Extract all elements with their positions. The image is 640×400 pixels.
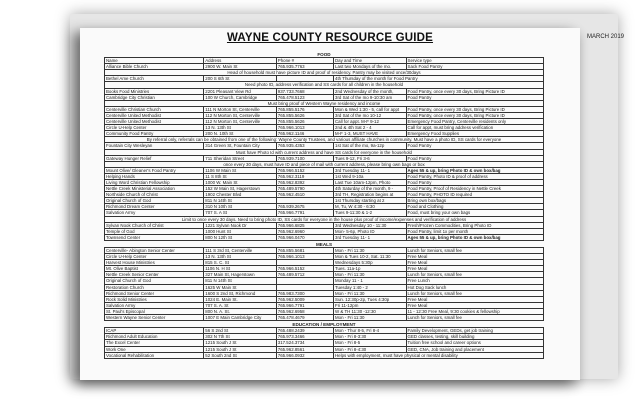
cell-name: Books Food Ministries — [105, 88, 204, 94]
cell-service: Food Pantry, Photo ID & proof of address — [406, 173, 543, 179]
cell-address: 811 N 14th St — [204, 198, 277, 204]
cell-phone: 765.489.5790 — [276, 186, 333, 192]
cell-time: 3rd Tuesday 11- 1 — [334, 167, 407, 173]
cell-service: Lunch for Seniors, small fee — [406, 272, 543, 278]
cell-service: Free Meal — [406, 260, 543, 266]
cell-name: Harvest House Ministries — [105, 260, 204, 266]
cell-time: 1st Sat of the mo, 9a-12p — [334, 143, 407, 149]
cell-time: 2nd & 4th Sat 2 - 4 — [334, 125, 407, 131]
cell-service: Food Pantry — [406, 94, 543, 100]
cell-name: Northside Church of Christ — [105, 192, 204, 198]
cell-name: Richmond Senior Center — [105, 290, 204, 296]
cell-time: Mon - Fri 11:30 — [334, 315, 407, 321]
section-heading: MEALS — [315, 241, 333, 247]
note-text: By referral only, referrals can be obtained from one of the following: Wayne County Trustees, and various affiliate churches in community. Must have a photo ID, SS cards for everyone — [105, 137, 544, 143]
section-heading: FOOD — [317, 52, 331, 57]
cell-time: Mon - Fri 11:30 — [334, 290, 407, 296]
cell-name: Community Food Pantry — [105, 131, 204, 137]
cell-name: Centerville United Methodist — [105, 112, 204, 118]
cell-name: Townsend Center — [105, 234, 204, 240]
cell-name: ICAP — [105, 328, 204, 334]
cell-time: 1st Wed 9-10a — [334, 173, 407, 179]
cell-time: Mon - Fri 8-5 — [334, 340, 407, 346]
note-text: Must have Photo Id with current address and have SS cards for everyone in the household — [105, 149, 544, 155]
column-header: Phone # — [276, 58, 333, 64]
cell-name: Work One — [105, 346, 204, 352]
note-text: Must bring proof of Western Wayne residency and income — [105, 100, 544, 106]
cell-name: Centerville United Methodist — [105, 119, 204, 125]
cell-time: Monday 11 - 1 — [334, 278, 407, 284]
cell-phone: 765.966.7791 — [276, 302, 333, 308]
cell-service: Sack Food Pantry — [406, 64, 543, 70]
cell-time: Tues 9-12, Fri 3-6 — [334, 155, 407, 161]
cell-name: Rock Solid Ministries — [105, 296, 204, 302]
cell-time: Mon & Wed 1:30 - 5, call for appt — [334, 106, 407, 112]
cell-name: Vocational Rehabilitation — [105, 352, 204, 358]
note-text: once every 30 days, must have ID and piece of mail with current address, please bring own bags or box — [105, 161, 544, 167]
cell-name: Sylvan Nook Church of Christ — [105, 222, 204, 228]
cell-service: Food and Clothing — [406, 204, 543, 210]
cell-address: 327 Main St, Hagerstown — [204, 272, 277, 278]
cell-address: 52 South 2nd St — [204, 352, 277, 358]
column-header: Address — [204, 58, 277, 64]
cell-name: Mount Olive/ Gleaner's Food Pantry — [105, 167, 204, 173]
cell-phone: 765.966.6825 — [276, 222, 333, 228]
cell-time: 4th Thursday of the month for Food Pantry — [334, 76, 544, 82]
cell-address: 314 Green St, Fountain City — [204, 143, 277, 149]
cell-address: 2201 Pleasant View Rd — [204, 88, 277, 94]
cell-phone: 765.962.8392 — [276, 179, 333, 185]
cell-time: Call for appt. M-F 9-12 — [334, 119, 407, 125]
cell-address: 711 Sheridan Street — [204, 155, 277, 161]
cell-phone: 765.962.5009 — [276, 296, 333, 302]
cell-service: GED, CNA, Job training and placement — [406, 346, 543, 352]
cell-time: Helps with employment, must have physical or mental disability — [334, 352, 544, 358]
cell-service: Food Pantry, PHOTO ID required — [406, 192, 543, 198]
cell-address: 707 S. A. St — [204, 302, 277, 308]
cell-phone: 765.966.5152 — [276, 266, 333, 272]
cell-name: Nettle Creek Ministerial Association — [105, 186, 204, 192]
cell-address: 1600 S 2nd St, Richmond — [204, 290, 277, 296]
cell-service: Call for appt, must bring address verification — [406, 125, 543, 131]
cell-address: 111 S 3rd St, Centerville — [204, 248, 277, 254]
cell-name: Bethel Ame Church — [105, 76, 204, 82]
cell-service: Bring own box/bags — [406, 198, 543, 204]
cell-time: W & TH 11:30 -12:30 — [334, 308, 407, 314]
column-header: Service type — [406, 58, 543, 64]
cell-time: Tuesday 1:40 - 2 — [334, 284, 407, 290]
note-text: Head of household must have picture ID and proof of residency. Pantry may be visited once/30days — [105, 70, 544, 76]
cell-service: Emergency Food Pantry, Centerville residents only — [406, 119, 543, 125]
cell-address: 1215 South J St — [204, 340, 277, 346]
cell-phone: 765.939.2675 — [276, 204, 333, 210]
cell-address: 707 S. A St — [204, 210, 277, 216]
cell-name: Centerville- Abington Senior Center — [105, 248, 204, 254]
cell-address: 811 N 14th St — [204, 278, 277, 284]
cell-time: 4th Saturday of the month, 9 - — [334, 186, 407, 192]
cell-time: 3rd Tuesday 11- 1 — [334, 234, 407, 240]
cell-service: Food Pantry, limit 1x per month — [406, 228, 543, 234]
cell-address: 2900 W. Main St — [204, 64, 277, 70]
resource-table — [104, 51, 544, 359]
cell-address: 800 N 12th St — [204, 234, 277, 240]
cell-phone: 765.962.3119 — [276, 173, 333, 179]
cell-phone: 765.962.8561 — [276, 346, 333, 352]
cell-name: Helping Hands — [105, 173, 204, 179]
cell-phone: 765.966.1013 — [276, 125, 333, 131]
cell-service: Food Pantry — [406, 179, 543, 185]
cell-service: Food Pantry, once every 30 days, Bring Picture ID — [406, 106, 543, 112]
cell-name: Circle U-Help Center — [105, 254, 204, 260]
cell-phone: 765.478.4679 — [276, 315, 333, 321]
cell-name: Mt. Olive Baptist — [105, 266, 204, 272]
cell-service: Food Pantry, Proof of Residency in Nettle Creek — [406, 186, 543, 192]
cell-address: 56 S 2nd St — [204, 328, 277, 334]
cell-address: 1007 E Main Cambridge City — [204, 315, 277, 321]
cell-phone: 765.855.5681 — [276, 248, 333, 254]
cell-phone: 765.983.7300 — [276, 290, 333, 296]
cell-name: Restoration Church — [105, 284, 204, 290]
cell-address: 100 W Church, Cambridge — [204, 94, 277, 100]
cell-phone: 765.935.4353 — [276, 143, 333, 149]
cell-service: Lunch for Seniors, small fee — [406, 315, 543, 321]
cell-phone: 765.489.5712 — [276, 272, 333, 278]
section-heading-row — [105, 51, 544, 58]
cell-phone: 765.966.7791 — [276, 210, 333, 216]
cell-phone: 937.733.7668 — [276, 88, 333, 94]
cell-address: 1106 W Main St — [204, 167, 277, 173]
note-row — [105, 137, 544, 143]
cell-name: Richmond Dream Center — [105, 204, 204, 210]
cell-service: Ages 55 & up, bring Photo ID & own box/bag — [406, 167, 543, 173]
cell-time: 3rd Sat of the mo 9-10:30 am — [334, 94, 407, 100]
section-heading-row — [105, 240, 544, 247]
cell-phone: 765.966.0932 — [276, 352, 333, 358]
cell-address: 13 N. 13th St — [204, 125, 277, 131]
cell-service: GED classes, testing, skill building — [406, 334, 543, 340]
cell-address: 302 N 7th St — [204, 334, 277, 340]
cell-address: 310 N 10th St — [204, 204, 277, 210]
cell-time: Tues. 11a-1p — [334, 266, 407, 272]
cell-time: Tues 9-11:30 & 1-2 — [334, 210, 407, 216]
cell-service: Ages 55 & up, bring Photo ID & own box/bag — [406, 234, 543, 240]
document-title: WAYNE COUNTY RESOURCE GUIDE — [226, 32, 434, 44]
cell-name: Original Church of God — [105, 198, 204, 204]
cell-name: Temple of God — [105, 228, 204, 234]
cell-address: 1902 Chester Blvd — [204, 192, 277, 198]
cell-address: 1000 Hunt St — [204, 228, 277, 234]
cell-service: Lunch for Seniors, small fee — [406, 248, 543, 254]
cell-phone: 765.966.5152 — [276, 167, 333, 173]
cell-address: 1000 W. Main St — [204, 179, 277, 185]
cell-address: 1221 Sylvan Nook Dr — [204, 222, 277, 228]
cell-phone: 765.962.4510 — [276, 192, 333, 198]
cell-time: Fri 11-12pm — [334, 302, 407, 308]
cell-address: 1024 E. Main St. — [204, 296, 277, 302]
cell-time: Mon - Fri 11:30 — [334, 248, 407, 254]
cell-address: 800 N. A. St. — [204, 308, 277, 314]
cell-name: Richmond Adult Education — [105, 334, 204, 340]
cell-time: Last two Mondays of the mo. — [334, 64, 407, 70]
cell-time: Sun. 12:30p-2p, Tues 4:30p — [334, 296, 407, 302]
cell-address: 13 N. 13th St — [204, 254, 277, 260]
cell-service: Lunch for Seniors, small fee — [406, 290, 543, 296]
cell-name: Alliance Bible Church — [105, 64, 204, 70]
note-text: Need photo ID, address verification and SS cards for all children in the household — [105, 82, 544, 88]
cell-phone: 765.962.1146 — [276, 131, 333, 137]
cell-service: Emergency Food Supplies — [406, 131, 543, 137]
cell-phone: 765.488.2439 — [276, 328, 333, 334]
cell-time: M, Tu, W 4:30 - 6:30 — [334, 204, 407, 210]
cell-name: Cambridge City Christian — [105, 94, 204, 100]
cell-name: Salvation Army — [105, 302, 204, 308]
cell-phone: 765.966.0470 — [276, 234, 333, 240]
column-header: Day and Time — [334, 58, 407, 64]
cell-address: 200 N. 10th St — [204, 131, 277, 137]
cell-name: Western Wayne Senior Center — [105, 315, 204, 321]
cell-name: Fountain City Wesleyan — [105, 143, 204, 149]
cell-address: 815 S. C. St — [204, 260, 277, 266]
cell-phone: 765.939.7100 — [276, 155, 333, 161]
cell-address: 152 W Main St, Hagerstown — [204, 186, 277, 192]
cell-phone: 765.962.6960 — [276, 228, 333, 234]
cell-phone: 765.855.5626 — [276, 112, 333, 118]
resource-guide-page — [80, 28, 624, 380]
cell-service: Fresh/Frozen Commodities, Bring Photo ID — [406, 222, 543, 228]
cell-time: Mon - Fri 8-3:30 — [334, 334, 407, 340]
cell-service: Free Meal — [406, 296, 543, 302]
cell-phone: 765.966.1013 — [276, 254, 333, 260]
cell-phone: 765.935.7763 — [276, 64, 333, 70]
cell-time: Mon - Fri 8-4:30 — [334, 346, 407, 352]
cell-address: 111 N Morton St, Centerville — [204, 106, 277, 112]
cell-service: Food, must bring your own bags — [406, 210, 543, 216]
cell-time: Mon - Fri 11:30 — [334, 272, 407, 278]
cell-name: Original Church of God — [105, 278, 204, 284]
cell-phone: 765.962.6958 — [276, 308, 333, 314]
cell-name: Living Word Christian Fellowship — [105, 179, 204, 185]
cell-time: Wednesdays 5:30p — [334, 260, 407, 266]
cell-address: 1625 W Main St — [204, 284, 277, 290]
cell-service: Food Pantry — [406, 143, 543, 149]
cell-time: Mon - Thur 8-5, Fri 8-4 — [334, 328, 407, 334]
cell-service: Hot Dog Sack lunch — [406, 284, 543, 290]
cell-phone: 765.855.5626 — [276, 119, 333, 125]
document-date: MARCH 2019 — [586, 34, 624, 40]
cell-phone: 765.973.3466 — [276, 334, 333, 340]
cell-phone: 765.478.5123 — [276, 94, 333, 100]
cell-address: 1215 South J St — [204, 346, 277, 352]
cell-service: Food Pantry, once every 30 days, Bring Picture ID — [406, 88, 543, 94]
note-text: Limit to once every 30 days. Need to bring photo ID, SS cards for everyone in the house plus proof of income/expenses and verification of address — [105, 216, 544, 222]
cell-time: Mon & Tues 10-2, Sat. 11:30 — [334, 254, 407, 260]
cell-address: 11 S 8th St — [204, 173, 277, 179]
cell-service: Free Meal — [406, 266, 543, 272]
cell-time: 3rd Wednesday 10 - 11:30 — [334, 222, 407, 228]
cell-service: Free Meal — [406, 254, 543, 260]
cell-phone: 317.524.3734 — [276, 340, 333, 346]
section-heading: EDUCATION / EMPLOYMENT — [292, 322, 356, 328]
cell-address: 112 N Morton St, Centerville — [204, 119, 277, 125]
cell-name: Nettle Creek Senior Center — [105, 272, 204, 278]
cell-service: Free Meal — [406, 302, 543, 308]
cell-phone: 765.855.5176 — [276, 106, 333, 112]
section-heading-row — [105, 321, 544, 328]
cell-address: 200 S 6th St — [204, 76, 277, 82]
table-row — [105, 352, 544, 358]
cell-service: Free Lunch — [406, 278, 543, 284]
cell-name: Centerville Christian Church — [105, 106, 204, 112]
cell-time: 3rd TH, Registration begins at — [334, 192, 407, 198]
cell-address: 1106 N. H St — [204, 266, 277, 272]
cell-time: 3rd Sat of the mo 10-12 — [334, 112, 407, 118]
column-header: Name — [105, 58, 204, 64]
cell-name: Salvation Army — [105, 210, 204, 216]
cell-time: Mon- 5-6p, Photo ID — [334, 228, 407, 234]
cell-service: Family Development, GEDs, get job training — [406, 328, 543, 334]
cell-service: Food Pantry, once every 30 days, Bring Picture ID — [406, 112, 543, 118]
cell-time: M-F 1-3, MUST HAVE — [334, 131, 407, 137]
cell-name: Gateway Hunger Relief — [105, 155, 204, 161]
cell-time: 1st Thursday starting at 2 — [334, 198, 407, 204]
cell-name: St. Paul's Episcopal — [105, 308, 204, 314]
cell-service: Tuition free school and career options — [406, 340, 543, 346]
cell-name: The Excel Center — [105, 340, 204, 346]
cell-service: Food Pantry — [406, 155, 543, 161]
cell-name: Circle U-Help Center — [105, 125, 204, 131]
cell-service: 11 - 12:30 Free Meal, 9:30 cookies & fellowship — [406, 308, 543, 314]
cell-address: 112 N Morton St, Centerville — [204, 112, 277, 118]
cell-time: 2nd Wednesday of the month, — [334, 88, 407, 94]
cell-time: Last Tue 10am-12pm, Photo — [334, 179, 407, 185]
